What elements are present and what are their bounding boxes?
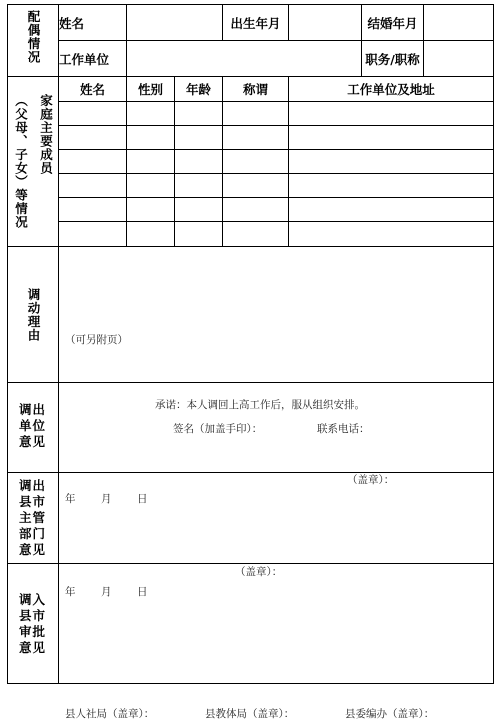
- table-cell[interactable]: [223, 126, 289, 150]
- table-cell[interactable]: [223, 174, 289, 198]
- table-cell[interactable]: [127, 126, 175, 150]
- out-unit-month: 月: [101, 492, 112, 505]
- transfer-form-table: [7, 4, 494, 720]
- table-cell[interactable]: [289, 174, 494, 198]
- transfer-reason-field[interactable]: [59, 247, 494, 435]
- spouse-birth-label: 出生年月: [223, 5, 289, 41]
- table-cell[interactable]: [223, 150, 289, 174]
- spouse-section-label: 配偶情况: [8, 5, 59, 77]
- table-cell[interactable]: [223, 222, 289, 247]
- table-cell[interactable]: [59, 198, 127, 222]
- attach-note: （可另附页）: [65, 333, 128, 346]
- table-row: [8, 126, 494, 150]
- table-cell[interactable]: [127, 222, 175, 247]
- transfer-reason-label: 调动理由: [8, 247, 59, 383]
- table-cell[interactable]: [175, 150, 223, 174]
- edu-bureau-seal: 县教体局（盖章）：: [205, 707, 295, 720]
- family-header-age: 年龄: [175, 77, 223, 102]
- table-row: [8, 102, 494, 126]
- table-cell[interactable]: [175, 222, 223, 247]
- table-cell[interactable]: [289, 126, 494, 150]
- table-cell[interactable]: [59, 126, 127, 150]
- table-cell[interactable]: [289, 222, 494, 247]
- spouse-name-label: 姓名: [59, 5, 127, 41]
- out-unit-seal: （盖章）：: [347, 473, 395, 486]
- table-cell[interactable]: [59, 150, 127, 174]
- phone-label: 联系电话：: [317, 422, 370, 435]
- spouse-title-label: 职务/职称: [362, 41, 424, 77]
- table-cell[interactable]: [59, 222, 127, 247]
- out-county-label: 调出县市主管部门意见: [8, 473, 59, 564]
- table-cell[interactable]: [289, 102, 494, 126]
- promise-text: 承诺：本人调回上高工作后，服从组织安排。: [155, 398, 365, 411]
- out-county-month: 月: [101, 586, 112, 598]
- table-row: [8, 150, 494, 174]
- out-county-field[interactable]: [59, 473, 494, 598]
- spouse-marriage-field[interactable]: [424, 5, 494, 41]
- hr-bureau-seal: 县人社局（盖章）：: [65, 707, 155, 720]
- staffing-office-seal: 县委编办（盖章）：: [345, 707, 435, 720]
- in-county-label: 调入县市审批意见: [8, 564, 59, 684]
- table-cell[interactable]: [127, 174, 175, 198]
- family-header-gender: 性别: [127, 77, 175, 102]
- table-cell[interactable]: [289, 150, 494, 174]
- out-unit-label: 调出单位意见: [8, 383, 59, 473]
- spouse-work-unit-label: 工作单位: [59, 41, 127, 77]
- table-row: [8, 198, 494, 222]
- family-header-address: 工作单位及地址: [289, 77, 494, 102]
- table-cell[interactable]: [127, 102, 175, 126]
- family-header-relation: 称谓: [223, 77, 289, 102]
- out-county-day: 日: [137, 586, 148, 598]
- spouse-marriage-label: 结婚年月: [362, 5, 424, 41]
- table-cell[interactable]: [175, 198, 223, 222]
- table-cell[interactable]: [59, 174, 127, 198]
- table-cell[interactable]: [127, 198, 175, 222]
- out-unit-day: 日: [137, 492, 148, 505]
- spouse-birth-field[interactable]: [289, 5, 362, 41]
- spouse-title-field[interactable]: [424, 41, 494, 77]
- signature-label: 签名（加盖手印）：: [173, 422, 263, 435]
- family-section-label: 家庭主要成员 （父母、子女）等情况: [8, 77, 59, 247]
- table-cell[interactable]: [127, 150, 175, 174]
- table-cell[interactable]: [59, 102, 127, 126]
- in-county-field[interactable]: [59, 564, 494, 720]
- out-unit-year: 年: [65, 492, 76, 505]
- table-cell[interactable]: [175, 174, 223, 198]
- table-row: [8, 222, 494, 247]
- table-cell[interactable]: [223, 102, 289, 126]
- out-county-year: 年: [65, 586, 76, 598]
- out-county-seal: （盖章）：: [235, 566, 283, 578]
- spouse-name-field[interactable]: [127, 5, 223, 41]
- table-cell[interactable]: [175, 102, 223, 126]
- spouse-work-unit-field[interactable]: [127, 41, 362, 77]
- table-cell[interactable]: [223, 198, 289, 222]
- table-row: [8, 174, 494, 198]
- family-header-name: 姓名: [59, 77, 127, 102]
- table-cell[interactable]: [175, 126, 223, 150]
- table-cell[interactable]: [289, 198, 494, 222]
